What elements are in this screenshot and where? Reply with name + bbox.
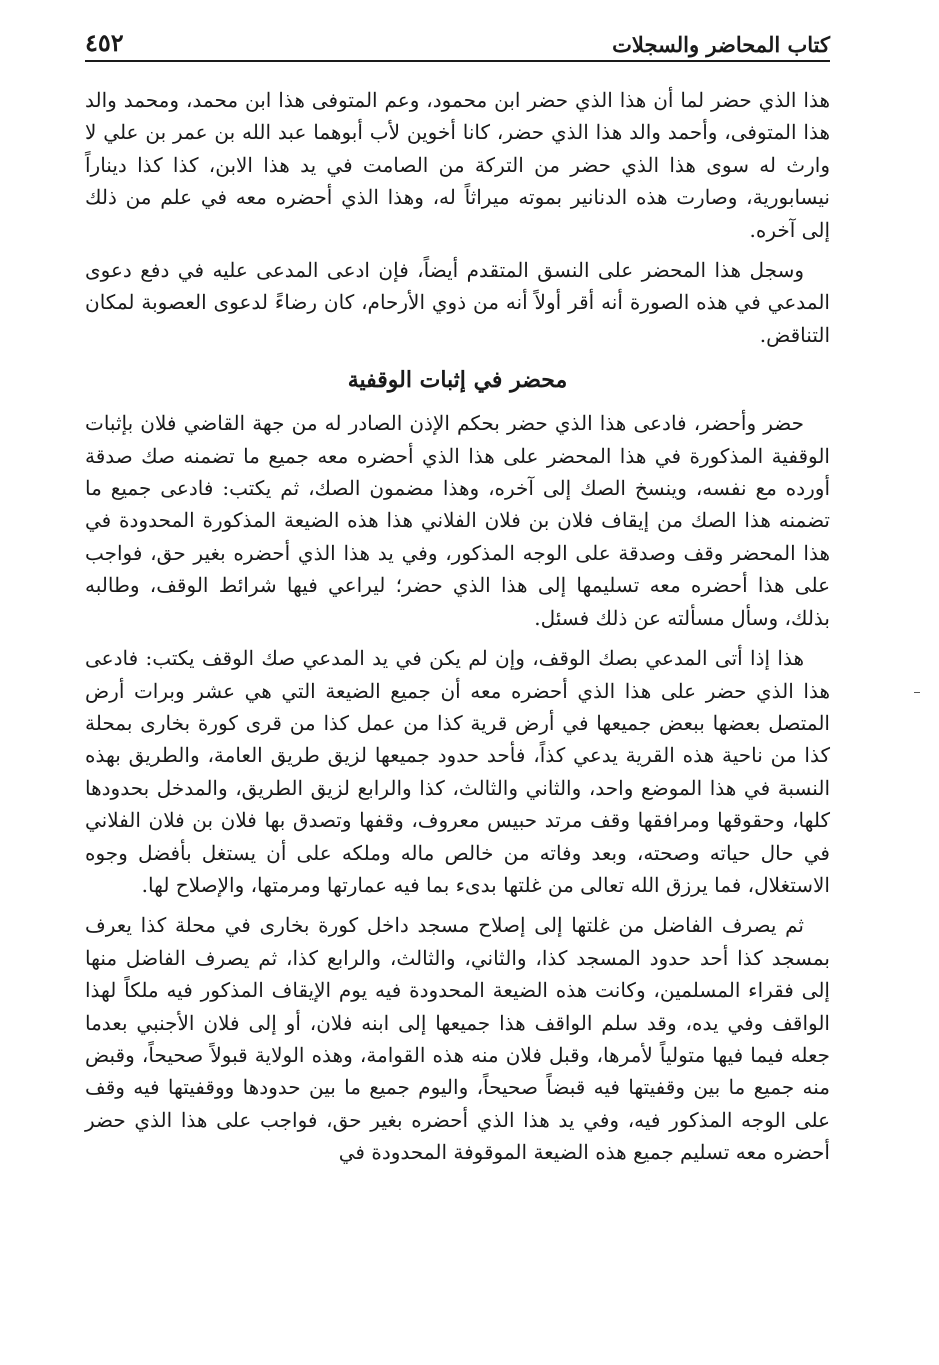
page-body (85, 84, 830, 1169)
book-page (85, 22, 830, 1352)
paragraph-continuation: هذا الذي حضر لما أن هذا الذي حضر ابن محمود، وعم المتوفى هذا ابن محمد، ومحمد والد هذا المتوفى، وأحمد والد هذا الذي حضر، كانا أخوين لأب أبوهما عبد الله بن عمر بن علي لا وارث له سوى هذا الذي حضر من التركة من الصامت في يد هذا الابن، كذا كذا ديناراً نيسابورية، وصارت هذه الدنانير بموته ميراثاً له، وهذا الذي أحضره معه في علم من ذلك إلى آخره. (85, 88, 830, 242)
paragraph-waqf-no-deed: هذا إذا أتى المدعي بصك الوقف، وإن لم يكن في يد المدعي صك الوقف يكتب: فادعى هذا الذي حضر على هذا الذي أحضره معه أن جميع الضيعة التي هي عشر وبرات أرض المتصل بعضها ببعض جميعها في أرض قرية كذا من عمل كذا من قرى كورة بخارى بمحلة كذا من ناحية هذه القرية يدعي كذاً، فأحد حدود جميعها لزيق طريق العامة، والطريق بهذه النسبة في هذا الموضع واحد، والثاني والثالث، كذا والرابع لزيق الطريق، والمدخل بحدودها كلها، وحقوقها ومرافقها وقف مرتد حبيس معروف، وقفها وتصدق بها فلان بن فلان الفلاني في حال حياته وصحته، وبعد وفاته من خالص ماله وملكه على أن يستغل بأفضل وجوه الاستغلال، فما يرزق الله تعالى من غلتها بدىء بما فيه عمارتها ومرمتها، والإصلاح لها. (85, 646, 830, 897)
paragraph-sijill: وسجل هذا المحضر على النسق المتقدم أيضاً، فإن ادعى المدعى عليه في دفع دعوى المدعي في هذه الصورة أنه أقر أولاً أنه من ذوي الأرحام، كان رضاءً لدعوى العصوبة لمكان التناقض. (85, 258, 830, 347)
page-number: ٤٥٢ (85, 27, 124, 57)
running-header (85, 22, 830, 62)
paragraph-waqf-surplus: ثم يصرف الفاضل من غلتها إلى إصلاح مسجد داخل كورة بخارى في محلة كذا يعرف بمسجد كذا أحد حدود المسجد كذا، والثاني، والثالث، والرابع كذا، ثم يصرف الفاضل منها إلى فقراء المسلمين، وكانت هذه الضيعة المحدودة فيه يوم الإيقاف المذكور فيه ملكاً لهذا الواقف وفي يده، وقد سلم الواقف هذا جميعها إلى ابنه فلان، أو إلى فلان الأجنبي بعدما جعله فيما فيها متولياً لأمرها، وقبل فلان منه هذه القوامة، وهذه الولاية قبولاً صحيحاً، وقبض منه جميع ما بين وقفيتها فيه قبضاً صحيحاً، واليوم جميع ما بين حدودها ووقفيتها فيه وقف على الوجه المذكور فيه، وفي يد هذا الذي أحضره بغير حق، فواجب على هذا الذي حضر أحضره معه تسليم جميع هذه الضيعة الموقوفة المحدودة في (85, 913, 830, 1165)
paragraph-waqf-claim: حضر وأحضر، فادعى هذا الذي حضر بحكم الإذن الصادر له من جهة القاضي فلان بإثبات الوقفية المذكورة في هذا المحضر على هذا الذي أحضره معه جميع ما تضمنه صك صدقة أورده مع نفسه، وينسخ الصك إلى آخره، وهذا مضمون الصك، ثم يكتب: فادعى جميع ما تضمنه هذا الصك من إيقاف فلان بن فلان الفلاني هذا هذه الضيعة المذكورة المحدودة في هذا المحضر وقف وصدقة على الوجه المذكور، وفي يد هذا الذي أحضره بغير حق، فواجب على هذا أحضره معه تسليمها إلى هذا الذي حضر؛ ليراعي فيها شرائط الوقف، وطالبه بذلك، وسأل مسألته عن ذلك فسئل. (85, 411, 830, 630)
header-title: كتاب المحاضر والسجلات (612, 31, 830, 57)
section-title: محضر في إثبات الوقفية (347, 367, 568, 394)
margin-mark (914, 692, 920, 693)
